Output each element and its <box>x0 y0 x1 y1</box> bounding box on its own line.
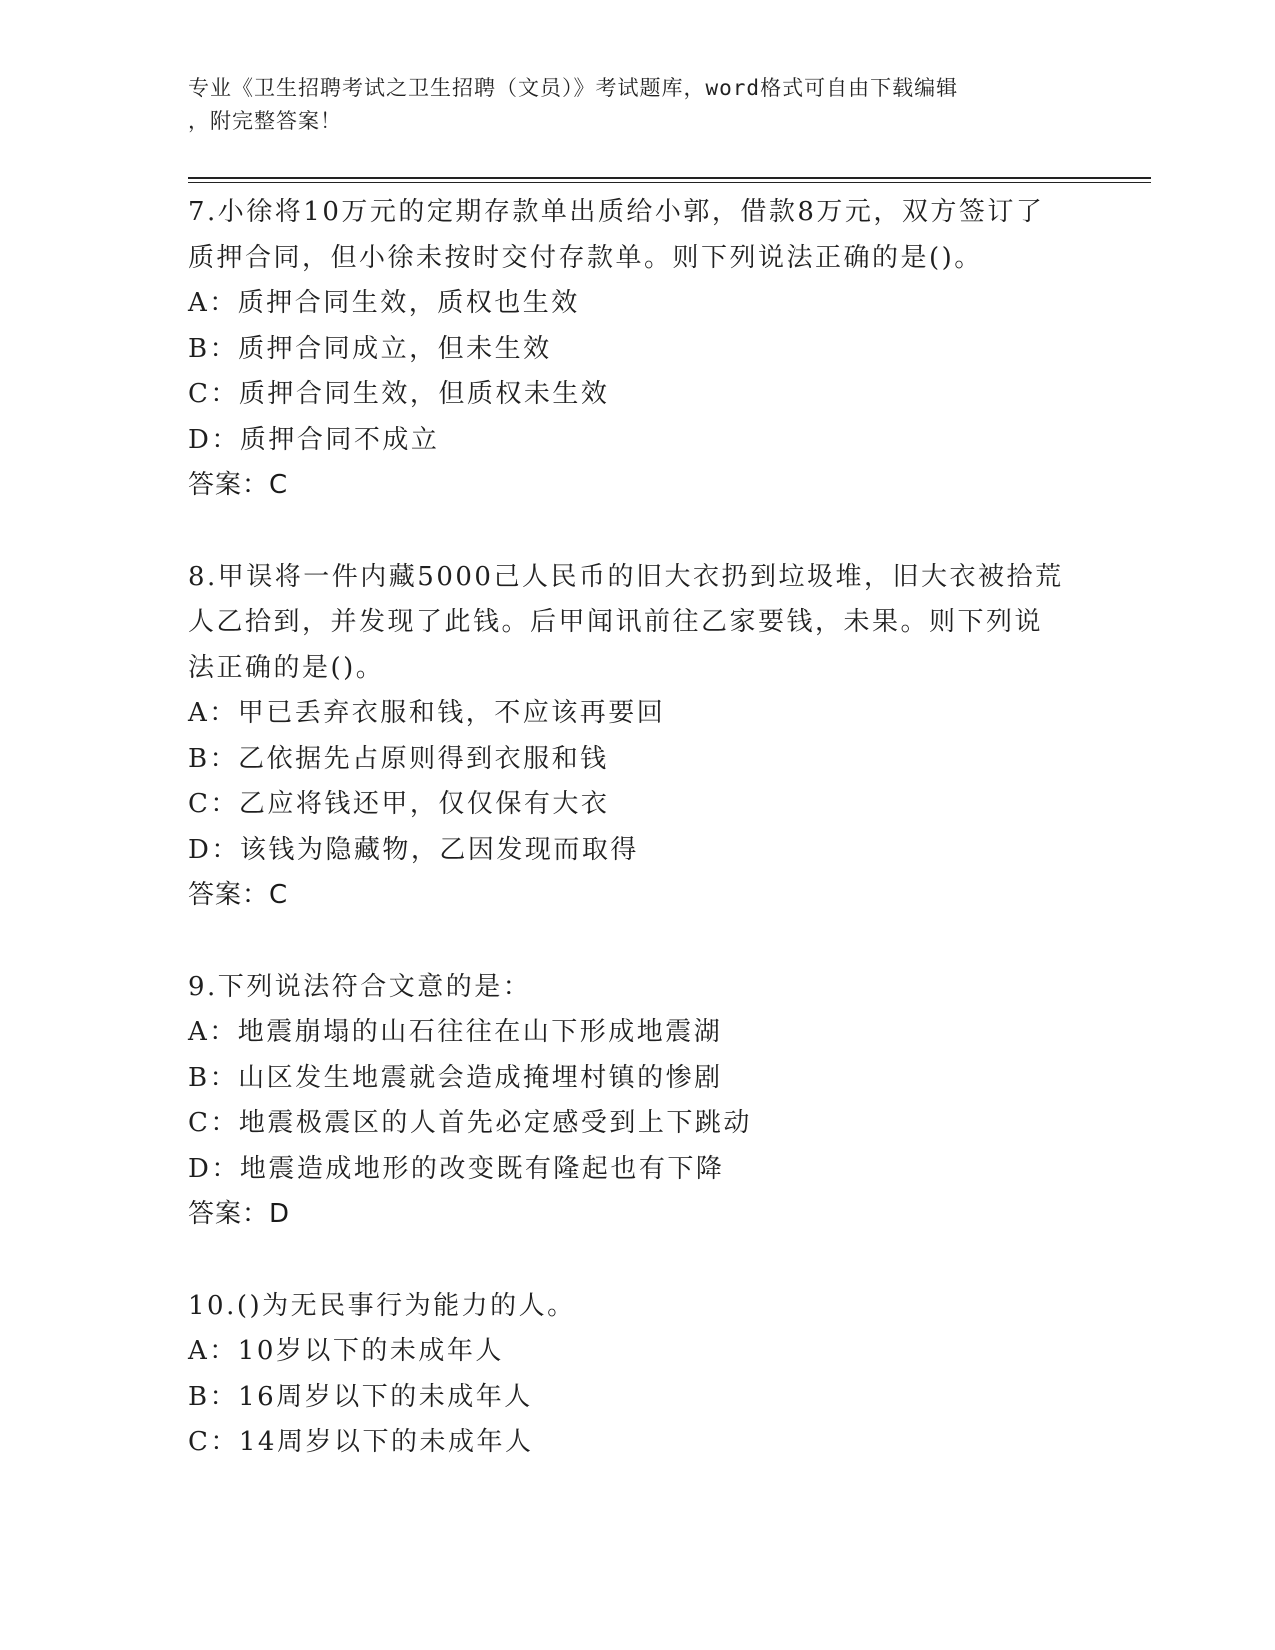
option-a: A：10岁以下的未成年人 <box>188 1336 504 1366</box>
question-8 <box>188 555 1088 919</box>
question-7 <box>188 190 1088 509</box>
answer-line: 答案：C <box>188 880 289 910</box>
option-c: C：质押合同生效，但质权未生效 <box>188 379 610 409</box>
question-stem-line: 8.甲误将一件内藏5000己人民币的旧大衣扔到垃圾堆，旧大衣被拾荒 <box>188 561 1064 592</box>
header-line-1: 专业《卫生招聘考试之卫生招聘（文员）》考试题库，word格式可自由下载编辑 <box>188 76 959 100</box>
option-b: B：16周岁以下的未成年人 <box>188 1381 533 1412</box>
option-a: A：甲已丢弃衣服和钱，不应该再要回 <box>188 698 666 728</box>
question-9 <box>188 965 1088 1238</box>
header-rule-thick <box>188 177 1151 179</box>
answer-line: 答案：C <box>188 470 289 500</box>
question-stem-line: 法正确的是()。 <box>188 652 385 683</box>
option-c: C：地震极震区的人首先必定感受到上下跳动 <box>188 1108 752 1138</box>
spacer <box>188 919 1088 965</box>
spacer <box>188 1238 1088 1284</box>
option-d: D：该钱为隐藏物，乙因发现而取得 <box>188 834 639 865</box>
option-b: B：山区发生地震就会造成掩埋村镇的惨剧 <box>188 1062 723 1093</box>
question-stem-line: 人乙拾到，并发现了此钱。后甲闻讯前往乙家要钱，未果。则下列说 <box>188 607 1044 637</box>
option-b: B：质押合同成立，但未生效 <box>188 333 552 364</box>
question-stem-line: 质押合同，但小徐未按时交付存款单。则下列说法正确的是()。 <box>188 242 983 273</box>
header-line-2: ，附完整答案！ <box>188 109 342 133</box>
option-c: C：14周岁以下的未成年人 <box>188 1427 534 1457</box>
question-10 <box>188 1284 1088 1466</box>
spacer <box>188 509 1088 555</box>
answer-line: 答案：D <box>188 1199 291 1229</box>
header-rule-thin <box>188 182 1151 183</box>
question-stem-line: 9.下列说法符合文意的是： <box>188 971 532 1002</box>
option-a: A：地震崩塌的山石往往在山下形成地震湖 <box>188 1017 723 1047</box>
question-list <box>188 190 1088 1466</box>
question-stem-line: 7.小徐将10万元的定期存款单出质给小郭，借款8万元，双方签订了 <box>188 197 1045 227</box>
option-d: D：地震造成地形的改变既有隆起也有下降 <box>188 1153 725 1184</box>
option-c: C：乙应将钱还甲，仅仅保有大衣 <box>188 789 610 819</box>
option-d: D：质押合同不成立 <box>188 424 440 455</box>
option-b: B：乙依据先占原则得到衣服和钱 <box>188 743 609 774</box>
question-stem-line: 10.()为无民事行为能力的人。 <box>188 1290 576 1321</box>
option-a: A：质押合同生效，质权也生效 <box>188 288 580 318</box>
document-header <box>188 72 1088 138</box>
